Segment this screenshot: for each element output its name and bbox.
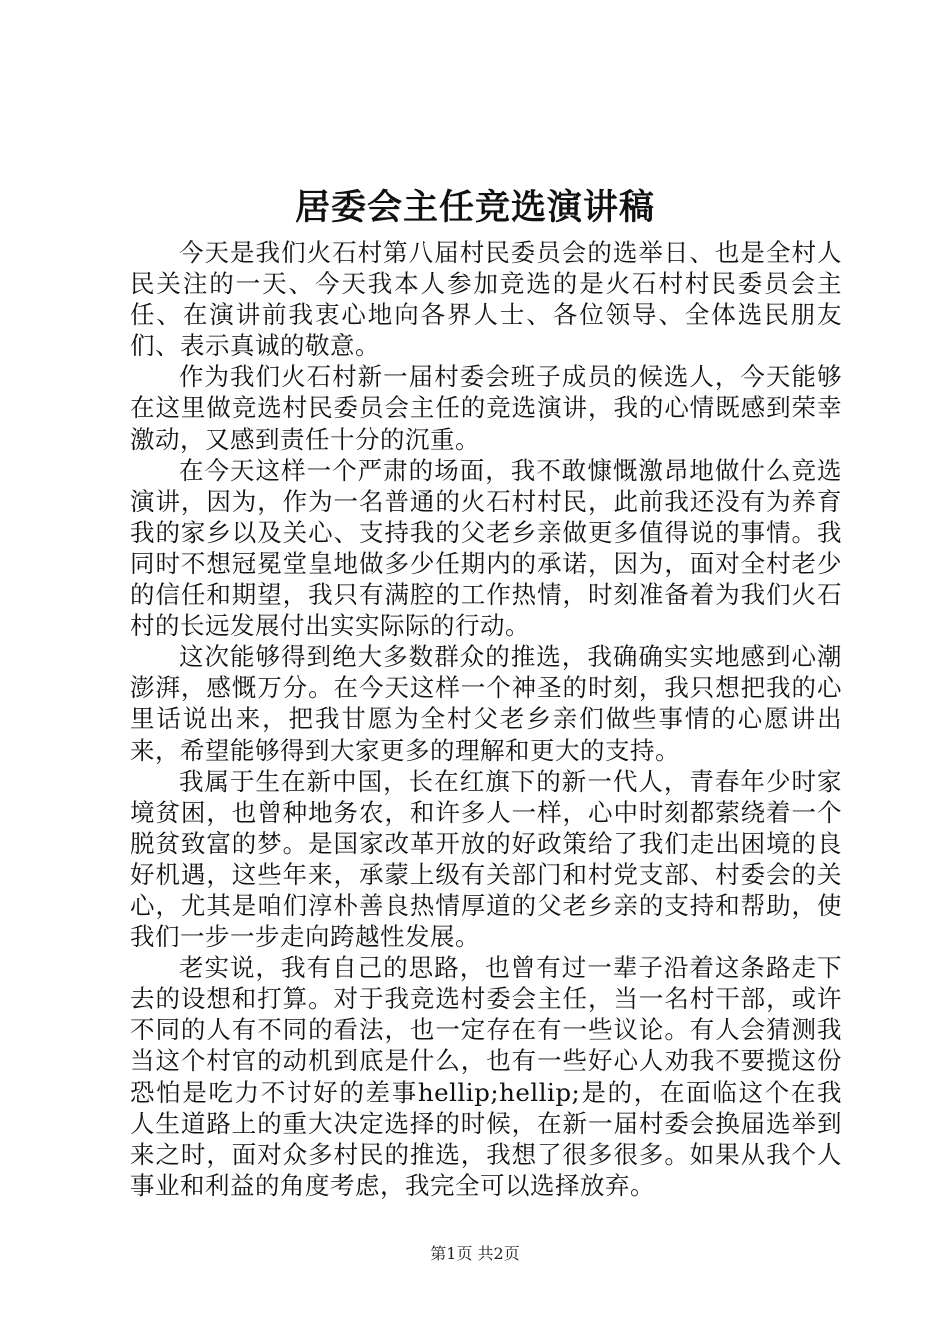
page-number-footer: 第1页 共2页 <box>430 1244 520 1263</box>
paragraph: 今天是我们火石村第八届村民委员会的选举日、也是全村人民关注的一天、今天我本人参加竞选的是火石村村民委员会主任、在演讲前我衷心地向各界人士、各位领导、全体选民朋友们、表示真诚的敬意。 <box>130 238 842 361</box>
paragraph: 作为我们火石村新一届村委会班子成员的候选人，今天能够在这里做竞选村民委员会主任的竞选演讲，我的心情既感到荣幸激动，又感到责任十分的沉重。 <box>130 362 842 454</box>
paragraph: 老实说，我有自己的思路，也曾有过一辈子沿着这条路走下去的设想和打算。对于我竞选村委会主任，当一名村干部，或许不同的人有不同的看法，也一定存在有一些议论。有人会猜测我当这个村官的动机到底是什么，也有一些好心人劝我不要揽这份恐怕是吃力不讨好的差事hellip;hellip;是的，在面临这个在我人生道路上的重大决定选择的时候，在新一届村委会换届选举到来之时，面对众多村民的推选，我想了很多很多。如果从我个人事业和利益的角度考虑，我完全可以选择放弃。 <box>130 953 842 1200</box>
paragraph: 我属于生在新中国，长在红旗下的新一代人，青春年少时家境贫困，也曾种地务农，和许多人一样，心中时刻都萦绕着一个脱贫致富的梦。是国家改革开放的好政策给了我们走出困境的良好机遇，这些年来，承蒙上级有关部门和村党支部、村委会的关心，尤其是咱们淳朴善良热情厚道的父老乡亲的支持和帮助，使我们一步一步走向跨越性发展。 <box>130 766 842 952</box>
document-title: 居委会主任竞选演讲稿 <box>294 187 655 228</box>
paragraph: 这次能够得到绝大多数群众的推选，我确确实实地感到心潮澎湃，感慨万分。在今天这样一个神圣的时刻，我只想把我的心里话说出来，把我甘愿为全村父老乡亲们做些事情的心愿讲出来，希望能够得到大家更多的理解和更大的支持。 <box>130 642 842 765</box>
paragraph: 在今天这样一个严肃的场面，我不敢慷慨激昂地做什么竞选演讲，因为，作为一名普通的火石村村民，此前我还没有为养育我的家乡以及关心、支持我的父老乡亲做更多值得说的事情。我同时不想冠冕堂皇地做多少任期内的承诺，因为，面对全村老少的信任和期望，我只有满腔的工作热情，时刻准备着为我们火石村的长远发展付出实实际际的行动。 <box>130 455 842 641</box>
document-body <box>130 237 842 1201</box>
